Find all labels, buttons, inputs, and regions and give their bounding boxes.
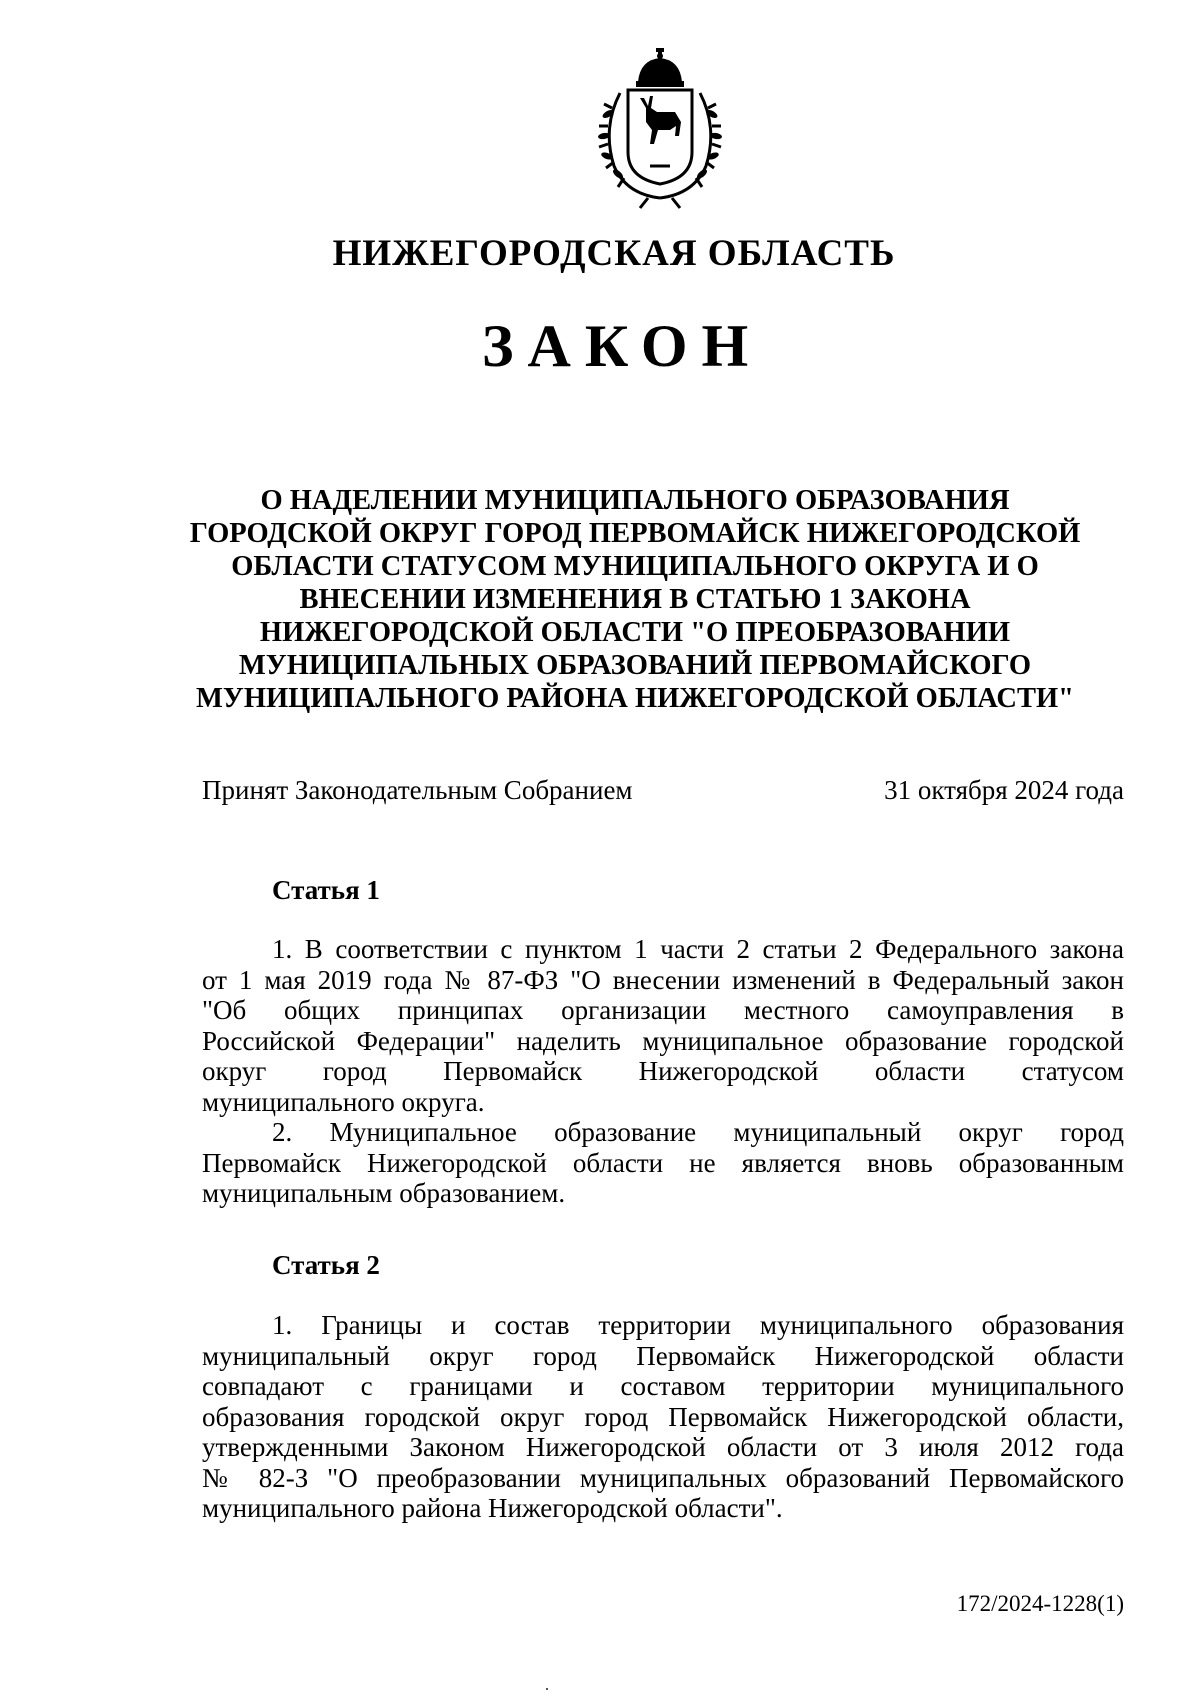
text-line: совпадают с границами и составом территории муниципального (202, 1371, 1124, 1401)
text-line: округ город Первомайск Нижегородской области статусом (202, 1056, 1124, 1086)
text-line: Российской Федерации" наделить муниципальное образование городской (202, 1025, 1124, 1056)
title-line: ОБЛАСТИ СТАТУСОМ МУНИЦИПАЛЬНОГО ОКРУГА И О (231, 551, 1039, 582)
document-type-heading: ЗАКОН (481, 313, 763, 379)
text-line: муниципального района Нижегородской области". (202, 1493, 783, 1523)
title-line: ВНЕСЕНИИ ИЗМЕНЕНИЯ В СТАТЬЮ 1 ЗАКОНА (299, 584, 971, 615)
text-line: образования городской округ город Первомайск Нижегородской области, (202, 1401, 1124, 1432)
law-title (150, 484, 1120, 715)
article-1-heading: Статья 1 (272, 875, 380, 905)
title-line: НИЖЕГОРОДСКОЙ ОБЛАСТИ "О ПРЕОБРАЗОВАНИИ (259, 617, 1011, 648)
title-line: О НАДЕЛЕНИИ МУНИЦИПАЛЬНОГО ОБРАЗОВАНИЯ (260, 485, 1010, 516)
text-line: 2. Муниципальное образование муниципальный округ город (272, 1117, 1124, 1147)
shield-icon (628, 90, 692, 184)
title-line: МУНИЦИПАЛЬНЫХ ОБРАЗОВАНИЙ ПЕРВОМАЙСКОГО (238, 650, 1032, 681)
crown-icon (636, 48, 684, 87)
text-line: от 1 мая 2019 года № 87-ФЗ "О внесении изменений в Федеральный закон (202, 964, 1124, 995)
text-line: Первомайск Нижегородской области не является вновь образованным (202, 1147, 1124, 1178)
text-line: 1. Границы и состав территории муниципального образования (272, 1310, 1124, 1340)
article-2-heading: Статья 2 (272, 1250, 380, 1280)
scan-speck (546, 1688, 548, 1690)
coat-of-arms-emblem (590, 48, 730, 210)
adoption-line (202, 775, 1124, 806)
title-line: МУНИЦИПАЛЬНОГО РАЙОНА НИЖЕГОРОДСКОЙ ОБЛАСТИ" (196, 683, 1074, 714)
text-line: муниципальным образованием. (202, 1178, 566, 1208)
text-line: муниципальный округ город Первомайск Нижегородской области (202, 1340, 1124, 1371)
text-line: "Об общих принципах организации местного самоуправления в (202, 995, 1124, 1025)
text-line: 1. В соответствии с пунктом 1 части 2 статьи 2 Федерального закона (272, 934, 1124, 964)
adopted-by: Принят Законодательным Собранием (202, 775, 633, 805)
article-1-paragraph-2 (202, 1117, 1124, 1209)
title-line: ГОРОДСКОЙ ОКРУГ ГОРОД ПЕРВОМАЙСК НИЖЕГОРОДСКОЙ (189, 518, 1081, 549)
article-1-paragraph-1 (202, 934, 1124, 1117)
article-2-paragraph-1 (202, 1310, 1124, 1524)
region-heading: НИЖЕГОРОДСКАЯ ОБЛАСТЬ (332, 233, 896, 274)
text-line: утвержденными Законом Нижегородской области от 3 июля 2012 года (202, 1432, 1124, 1462)
adoption-date: 31 октября 2024 года (884, 775, 1124, 805)
text-line: муниципального округа. (202, 1086, 485, 1117)
text-line: № 82-З "О преобразовании муниципальных образований Первомайского (202, 1462, 1124, 1493)
document-number: 172/2024-1228(1) (956, 1591, 1124, 1616)
